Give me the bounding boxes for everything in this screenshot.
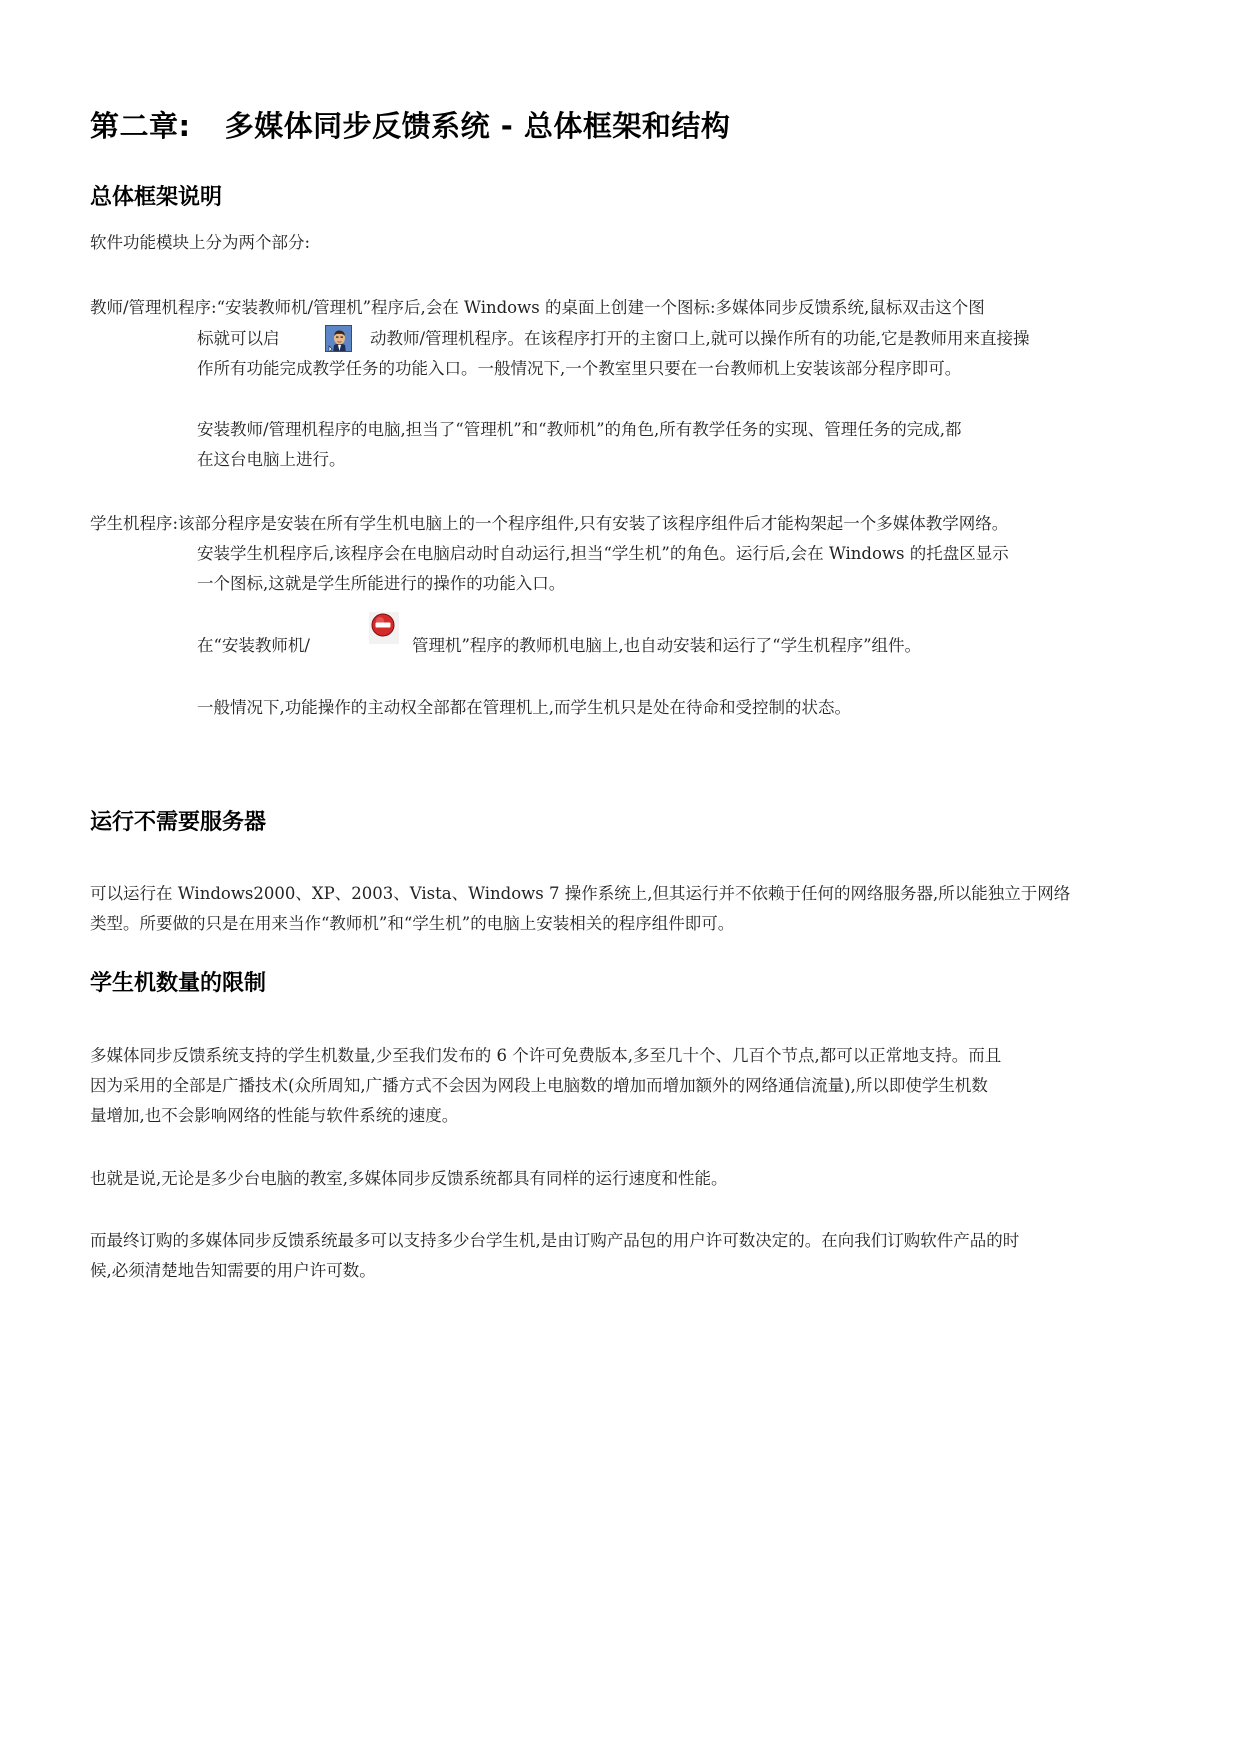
no-server-line-1: 可以运行在 Windows2000、XP、2003、Vista、Windows 7 操作系统上,但其运行并不依赖于任何的网络服务器,所以能独立于网络 — [90, 884, 1071, 903]
student-program-para2-b: 管理机”程序的教师机电脑上,也自动安装和运行了“学生机程序”组件。 — [412, 636, 922, 655]
teacher-program-line-3: 作所有功能完成教学任务的功能入口。一般情况下,一个教室里只要在一台教师机上安装该部分程序即可。 — [197, 359, 962, 378]
student-limit-p3-line-1: 而最终订购的多媒体同步反馈系统最多可以支持多少台学生机,是由订购产品包的用户许可数决定的。在向我们订购软件产品的时 — [90, 1231, 1020, 1250]
framework-intro: 软件功能模块上分为两个部分: — [90, 233, 311, 252]
teacher-program-line-2b: 动教师/管理机程序。在该程序打开的主窗口上,就可以操作所有的功能,它是教师用来直接操 — [370, 329, 1030, 348]
student-program-line-2: 安装学生机程序后,该程序会在电脑启动时自动运行,担当“学生机”的角色。运行后,会在 Windows 的托盘区显示 — [197, 544, 1009, 563]
chapter-title-text: 多媒体同步反馈系统 - 总体框架和结构 — [224, 109, 731, 143]
student-program-line-3: 一个图标,这就是学生所能进行的操作的功能入口。 — [197, 574, 566, 593]
teacher-program-para2-line-2: 在这台电脑上进行。 — [197, 450, 346, 469]
student-limit-p3-line-2: 候,必须清楚地告知需要的用户许可数。 — [90, 1261, 376, 1280]
student-program-para2-a: 在“安装教师机/ — [197, 636, 310, 655]
chapter-label: 第二章: — [90, 109, 191, 143]
chapter-title — [90, 104, 730, 145]
section-heading-framework: 总体框架说明 — [90, 185, 223, 210]
no-entry-icon — [369, 612, 399, 644]
teacher-program-line-1: 教师/管理机程序:“安装教师机/管理机”程序后,会在 Windows 的桌面上创建一个图标:多媒体同步反馈系统,鼠标双击这个图 — [90, 298, 985, 317]
student-program-para3: 一般情况下,功能操作的主动权全部都在管理机上,而学生机只是处在待命和受控制的状态。 — [197, 698, 851, 717]
teacher-program-para2-line-1: 安装教师/管理机程序的电脑,担当了“管理机”和“教师机”的角色,所有教学任务的实现、管理任务的完成,都 — [197, 420, 962, 439]
student-limit-p1-line-1: 多媒体同步反馈系统支持的学生机数量,少至我们发布的 6 个许可免费版本,多至几十个、几百个节点,都可以正常地支持。而且 — [90, 1046, 1002, 1065]
student-program-line-1: 学生机程序:该部分程序是安装在所有学生机电脑上的一个程序组件,只有安装了该程序组件后才能构架起一个多媒体教学网络。 — [90, 514, 1009, 533]
section-heading-no-server: 运行不需要服务器 — [90, 810, 267, 835]
teacher-avatar-icon — [325, 325, 352, 352]
section-heading-student-limit: 学生机数量的限制 — [90, 971, 267, 996]
student-limit-p2: 也就是说,无论是多少台电脑的教室,多媒体同步反馈系统都具有同样的运行速度和性能。 — [90, 1169, 728, 1188]
student-limit-p1-line-3: 量增加,也不会影响网络的性能与软件系统的速度。 — [90, 1106, 459, 1125]
teacher-program-line-2a: 标就可以启 — [197, 329, 280, 348]
student-limit-p1-line-2: 因为采用的全部是广播技术(众所周知,广播方式不会因为网段上电脑数的增加而增加额外的网络通信流量),所以即使学生机数 — [90, 1076, 988, 1095]
no-server-line-2: 类型。所要做的只是在用来当作“教师机”和“学生机”的电脑上安装相关的程序组件即可。 — [90, 914, 735, 933]
